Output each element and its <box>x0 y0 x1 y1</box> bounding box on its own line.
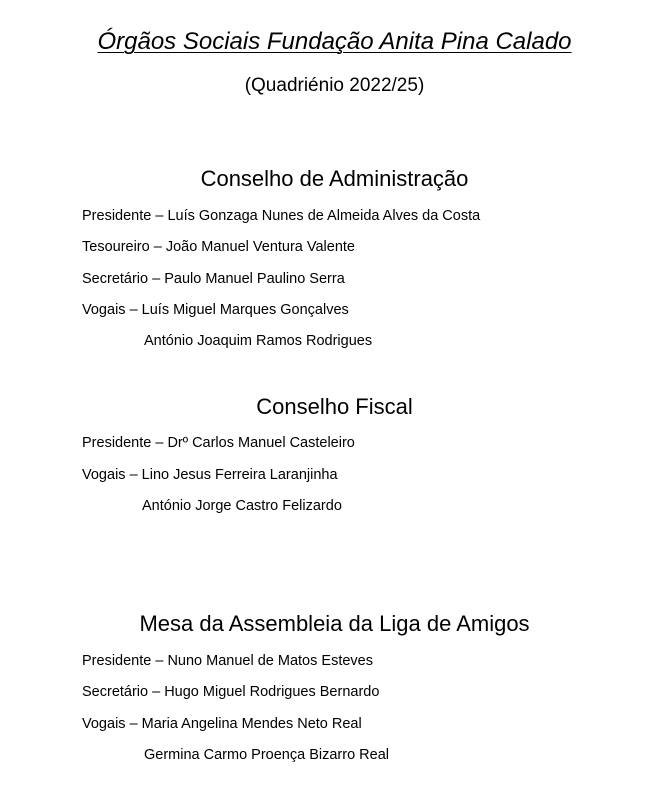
member-line: Presidente – Luís Gonzaga Nunes de Almeida Alves da Costa <box>82 208 481 224</box>
member-line: Tesoureiro – João Manuel Ventura Valente <box>82 239 355 255</box>
document-subtitle: (Quadriénio 2022/25) <box>244 75 425 96</box>
member-line: António Joaquim Ramos Rodrigues <box>144 333 373 349</box>
member-line: Presidente – Drº Carlos Manuel Casteleiro <box>82 435 355 451</box>
member-line: Secretário – Hugo Miguel Rodrigues Bernardo <box>82 684 380 700</box>
member-line: Presidente – Nuno Manuel de Matos Esteves <box>82 653 373 669</box>
section-heading-conselho-administracao: Conselho de Administração <box>200 166 469 191</box>
member-line: Secretário – Paulo Manuel Paulino Serra <box>82 271 345 287</box>
member-line: Vogais – Maria Angelina Mendes Neto Real <box>82 716 362 732</box>
section-heading-conselho-fiscal: Conselho Fiscal <box>256 394 413 419</box>
document-title: Órgãos Sociais Fundação Anita Pina Calado <box>97 28 572 55</box>
member-line: António Jorge Castro Felizardo <box>142 498 342 514</box>
member-line: Germina Carmo Proença Bizarro Real <box>144 747 389 763</box>
member-line: Vogais – Lino Jesus Ferreira Laranjinha <box>82 467 338 483</box>
section-heading-mesa-assembleia: Mesa da Assembleia da Liga de Amigos <box>139 611 530 636</box>
member-line: Vogais – Luís Miguel Marques Gonçalves <box>82 302 349 318</box>
